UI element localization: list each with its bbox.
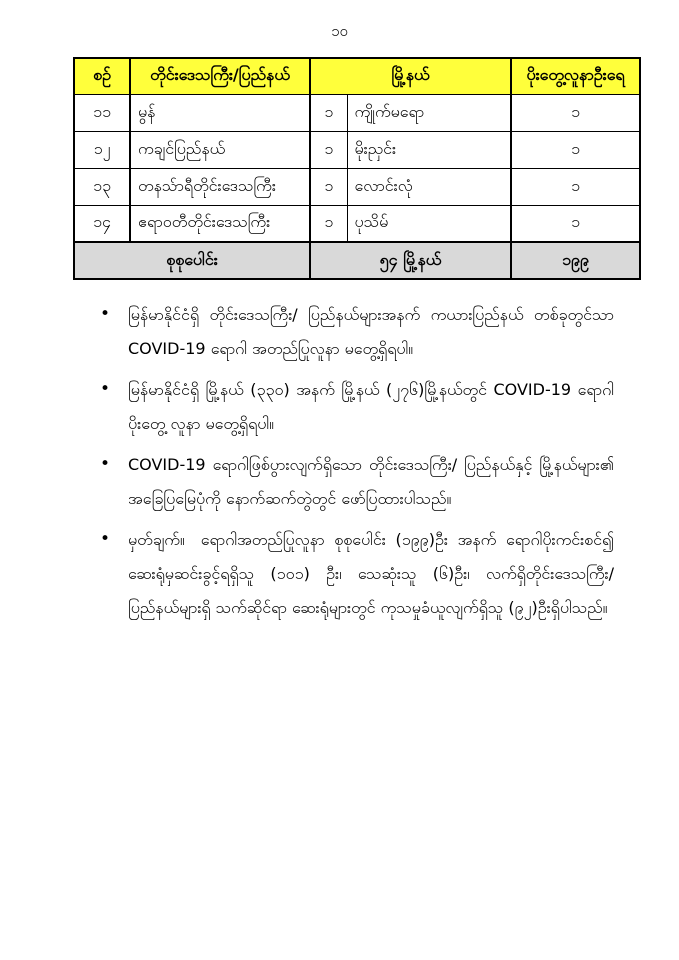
bullet-text: COVID-19 ရောဂါဖြစ်ပွားလျက်ရှိသော တိုင်းဒေသကြီး/ ပြည်နယ်နှင့် မြို့နယ်များ၏ အခြေပြမြေပုံကို နောက်ဆက်တွဲတွင် ဖော်ပြထားပါသည်။ [128, 455, 614, 508]
bullet-dot-icon: • [100, 454, 111, 474]
bullet-dot-icon: • [100, 304, 111, 324]
header-cell-region: တိုင်းဒေသကြီး/ပြည်နယ် [130, 58, 310, 94]
header-cell-township: မြို့နယ် [310, 58, 511, 94]
bullet-item [97, 298, 614, 366]
cell-cases: ၁ [511, 205, 640, 242]
bullet-item [97, 523, 614, 625]
header-cell-no: စဉ် [74, 58, 130, 94]
bullet-list [97, 298, 614, 625]
page-number: ၁၀ [331, 22, 348, 40]
cell-region: ဧရာဝတီတိုင်းဒေသကြီး [130, 205, 310, 242]
cell-cases: ၁ [511, 168, 640, 205]
cell-township-name: ကျိုက်မရော [347, 94, 511, 131]
table-header [74, 58, 640, 94]
covid-cases-table [73, 57, 641, 280]
cell-township-count: ၁ [310, 94, 347, 131]
cell-no: ၁၁ [74, 94, 130, 131]
cell-cases: ၁ [511, 131, 640, 168]
cell-township-count: ၁ [310, 205, 347, 242]
table-row [74, 168, 640, 205]
summary-townships-total: ၅၄ မြို့နယ် [310, 242, 511, 279]
table-header-row [74, 58, 640, 94]
bullet-text: မြန်မာနိုင်ငံရှိ မြို့နယ် (၃၃၀) အနက် မြို့နယ် (၂၇၆)မြို့နယ်တွင် COVID-19 ရောဂါ ပိုးတွေ့ လူနာ မတွေ့ရှိရပါ။ [128, 380, 614, 433]
summary-row [74, 242, 640, 279]
bullet-dot-icon: • [100, 379, 111, 399]
cell-region: တနသ်ာရီတိုင်းဒေသကြီး [130, 168, 310, 205]
cell-cases: ၁ [511, 94, 640, 131]
cell-township-count: ၁ [310, 168, 347, 205]
cell-township-name: လောင်းလုံ [347, 168, 511, 205]
bullet-text: မှတ်ချက်။ ရောဂါအတည်ပြုလူနာ စုစုပေါင်း (၁၉၉)ဦး အနက် ရောဂါပိုးကင်းစင်၍ ဆေးရုံမှဆင်းခွင့်ရရှိသူ (၁၀၁) ဦး၊ သေဆုံးသူ (၆)ဦး၊ လက်ရှိတိုင်းဒေသကြီး/ ပြည်နယ်များရှိ သက်ဆိုင်ရာ ဆေးရုံများတွင် ကုသမှုခံယူလျက်ရှိသူ (၉၂)ဦးရှိပါသည်။ [128, 530, 614, 617]
cell-region: ကချင်ပြည်နယ် [130, 131, 310, 168]
table-row [74, 131, 640, 168]
table-row [74, 94, 640, 131]
cell-township-name: ပုသိမ် [347, 205, 511, 242]
cell-region: မွန် [130, 94, 310, 131]
summary-label: စုစုပေါင်း [74, 242, 310, 279]
table-body [74, 94, 640, 279]
bullet-text: မြန်မာနိုင်ငံရှိ တိုင်းဒေသကြီး/ ပြည်နယ်များအနက် ကယားပြည်နယ် တစ်ခုတွင်သာ COVID-19 ရောဂါ အတည်ပြုလူနာ မတွေ့ရှိရပါ။ [128, 305, 614, 358]
header-cell-cases: ပိုးတွေ့လူနာဦးရေ [511, 58, 640, 94]
bullet-item [97, 448, 614, 516]
cell-no: ၁၄ [74, 205, 130, 242]
bullet-dot-icon: • [100, 529, 111, 549]
summary-cases-total: ၁၉၉ [511, 242, 640, 279]
cell-no: ၁၂ [74, 131, 130, 168]
cell-township-count: ၁ [310, 131, 347, 168]
cell-township-name: မိုးညှင်း [347, 131, 511, 168]
cell-no: ၁၃ [74, 168, 130, 205]
bullet-item [97, 373, 614, 441]
table-row [74, 205, 640, 242]
